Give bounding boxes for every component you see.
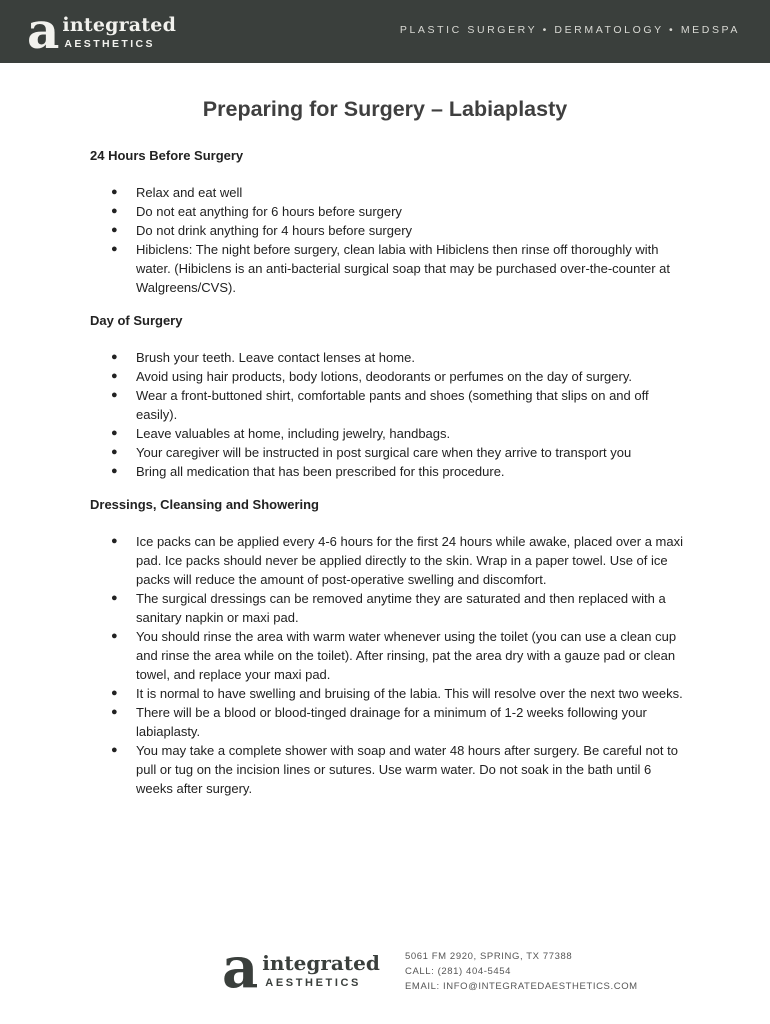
list-item-text: You should rinse the area with warm water whenever using the toilet (you can use a clean cup and rinse the area while on the toilet). After rinsing, pat the area dry with a gauze pad or clean towel, and replace your maxi pad. <box>136 629 677 682</box>
bullet-icon: ● <box>111 427 118 439</box>
list-item <box>90 589 690 627</box>
list-item-text: Wear a front-buttoned shirt, comfortable pants and shoes (something that slips on and off easily). <box>136 388 649 422</box>
bullet-list <box>90 348 690 481</box>
page-header <box>0 0 770 63</box>
list-item <box>90 627 690 684</box>
list-item <box>90 684 690 703</box>
bullet-icon: ● <box>111 535 118 547</box>
list-item <box>90 183 690 202</box>
logo-mark-icon: a <box>27 1 60 60</box>
list-item-text: It is normal to have swelling and bruising of the labia. This will resolve over the next two weeks. <box>136 686 683 701</box>
list-item <box>90 386 690 424</box>
footer-email: EMAIL: INFO@INTEGRATEDAESTHETICS.COM <box>405 981 638 992</box>
section-heading: Dressings, Cleansing and Showering <box>90 497 319 512</box>
bullet-icon: ● <box>111 744 118 756</box>
list-item-text: You may take a complete shower with soap and water 48 hours after surgery. Be careful not to pull or tug on the incision lines or sutures. Use warm water. Do not soak in the bath until 6 weeks after surgery. <box>136 743 678 796</box>
bullet-icon: ● <box>111 630 118 642</box>
brand-logo <box>27 1 177 60</box>
bullet-icon: ● <box>111 370 118 382</box>
list-item-text: Hibiclens: The night before surgery, clean labia with Hibiclens then rinse off thoroughly with water. (Hibiclens is an anti-bacterial surgical soap that may be purchased over-the-counter at Walgreens/CVS). <box>136 242 670 295</box>
list-item <box>90 703 690 741</box>
list-item <box>90 348 690 367</box>
page-title: Preparing for Surgery – Labiaplasty <box>202 97 568 121</box>
bullet-icon: ● <box>111 389 118 401</box>
section-24-hours <box>90 146 690 297</box>
list-item-text: Your caregiver will be instructed in post surgical care when they arrive to transport you <box>136 445 632 460</box>
list-item-text: Bring all medication that has been prescribed for this procedure. <box>136 464 505 479</box>
list-item <box>90 741 690 798</box>
section-dressings <box>90 495 690 798</box>
logo-wordmark <box>62 16 176 50</box>
bullet-list <box>90 183 690 297</box>
list-item-text: Ice packs can be applied every 4-6 hours for the first 24 hours while awake, placed over a maxi pad. Ice packs should never be applied directly to the skin. Wrap in a paper towel. Use of ice packs will reduce the amount of post-operative swelling and discomfort. <box>136 534 684 587</box>
logo-sub: AESTHETICS <box>64 38 155 51</box>
list-item <box>90 462 690 481</box>
footer-logo <box>222 935 380 1001</box>
bullet-icon: ● <box>111 351 118 363</box>
list-item-text: Do not drink anything for 4 hours before surgery <box>136 223 413 238</box>
list-item-text: Leave valuables at home, including jewelry, handbags. <box>136 426 451 441</box>
list-item-text: Avoid using hair products, body lotions, deodorants or perfumes on the day of surgery. <box>136 369 632 384</box>
bullet-icon: ● <box>111 224 118 236</box>
logo-wordmark <box>262 953 380 989</box>
bullet-icon: ● <box>111 446 118 458</box>
footer-phone: CALL: (281) 404-5454 <box>405 966 512 977</box>
list-item <box>90 202 690 221</box>
bullet-icon: ● <box>111 205 118 217</box>
list-item <box>90 443 690 462</box>
list-item-text: Brush your teeth. Leave contact lenses at home. <box>136 350 415 365</box>
logo-sub: AESTHETICS <box>265 977 361 989</box>
header-tagline: PLASTIC SURGERY • DERMATOLOGY • MEDSPA <box>399 24 740 36</box>
list-item <box>90 240 690 297</box>
logo-mark-icon: a <box>222 935 259 1001</box>
footer-contact <box>405 949 638 994</box>
section-heading: 24 Hours Before Surgery <box>90 148 244 163</box>
bullet-icon: ● <box>111 706 118 718</box>
logo-name: integrated <box>62 14 177 37</box>
list-item <box>90 532 690 589</box>
list-item <box>90 424 690 443</box>
list-item-text: The surgical dressings can be removed anytime they are saturated and then replaced with a sanitary napkin or maxi pad. <box>136 591 666 625</box>
logo-name: integrated <box>262 951 380 975</box>
bullet-icon: ● <box>111 592 118 604</box>
list-item-text: There will be a blood or blood-tinged drainage for a minimum of 1-2 weeks following your labiaplasty. <box>136 705 647 739</box>
bullet-list <box>90 532 690 798</box>
list-item-text: Do not eat anything for 6 hours before surgery <box>136 204 402 219</box>
list-item-text: Relax and eat well <box>136 185 243 200</box>
list-item <box>90 221 690 240</box>
bullet-icon: ● <box>111 243 118 255</box>
bullet-icon: ● <box>111 687 118 699</box>
section-heading: Day of Surgery <box>90 313 183 328</box>
bullet-icon: ● <box>111 465 118 477</box>
document-body <box>90 146 690 812</box>
bullet-icon: ● <box>111 186 118 198</box>
footer-address: 5061 FM 2920, SPRING, TX 77388 <box>405 951 573 962</box>
list-item <box>90 367 690 386</box>
section-day-of-surgery <box>90 311 690 481</box>
